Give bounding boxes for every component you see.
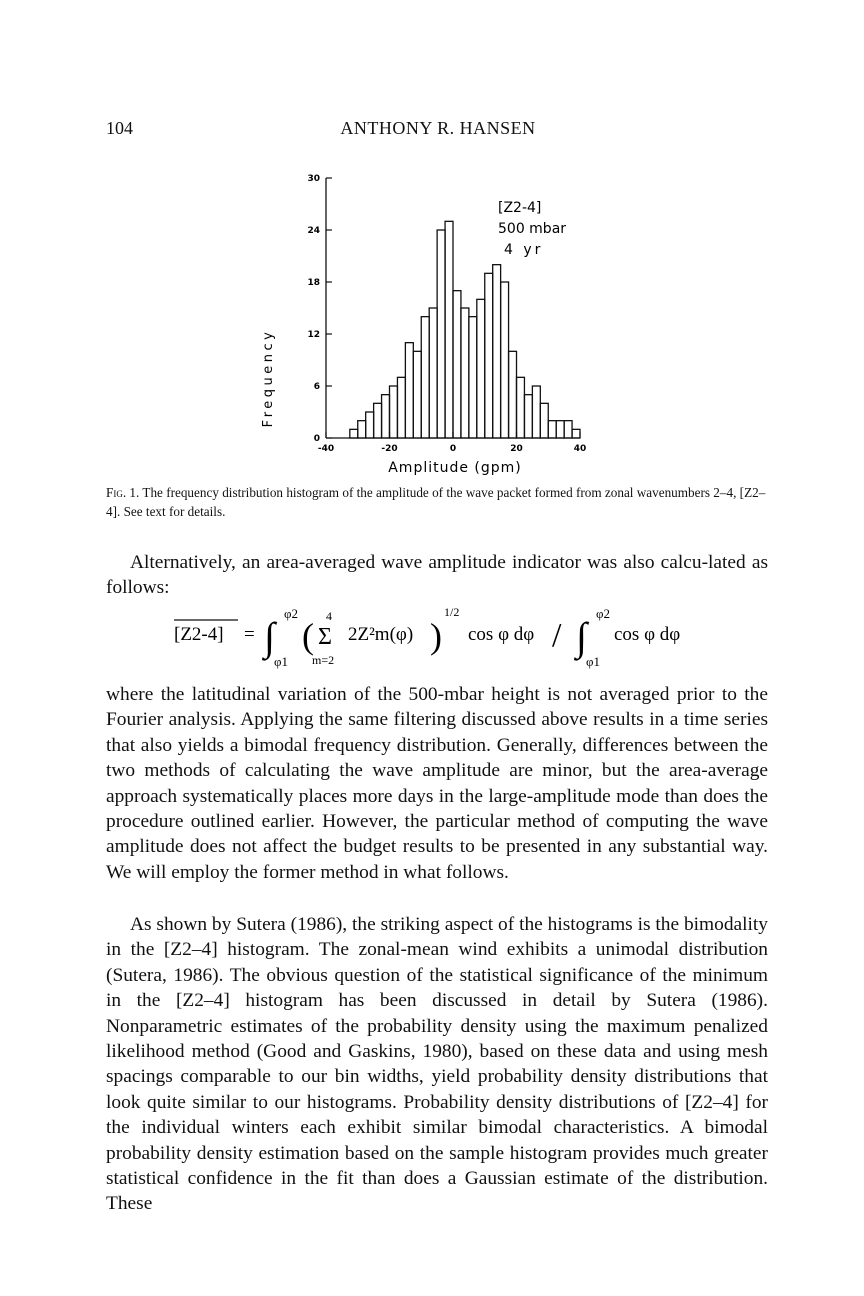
legend-line-3: 4 yr xyxy=(504,242,544,258)
right-paren: ) xyxy=(430,616,442,656)
integral-sign-2: ∫ xyxy=(576,614,587,659)
eq-upper-limit-2: φ2 xyxy=(596,606,611,621)
histogram-bar xyxy=(509,351,517,438)
equation xyxy=(106,598,770,674)
y-tick-label: 24 xyxy=(307,226,320,236)
caption-label: Fig. 1. xyxy=(106,485,140,500)
x-tick-label: 20 xyxy=(510,444,523,454)
eq-cos-2: cos φ dφ xyxy=(614,624,681,645)
chart-bars xyxy=(350,221,580,438)
histogram-bar xyxy=(413,351,421,438)
eq-equals: = xyxy=(244,624,255,645)
integral-sign-1: ∫ xyxy=(264,614,275,659)
histogram-bar xyxy=(429,308,437,438)
eq-sum-sign: Σ xyxy=(318,624,332,650)
y-tick-label: 12 xyxy=(307,330,320,340)
eq-sum-top: 4 xyxy=(326,609,332,623)
histogram-bar xyxy=(517,377,525,438)
running-head: ANTHONY R. HANSEN xyxy=(340,118,536,138)
eq-slash: / xyxy=(552,617,562,654)
y-tick-label: 30 xyxy=(307,174,320,184)
histogram-bar xyxy=(437,230,445,438)
histogram-bar xyxy=(493,265,501,438)
histogram-bar xyxy=(421,317,429,438)
intro-paragraph xyxy=(106,550,768,601)
histogram-bar xyxy=(382,395,390,438)
histogram-bar xyxy=(397,377,405,438)
histogram-bar xyxy=(556,421,564,438)
body-paragraph-1 xyxy=(106,682,768,885)
histogram-figure xyxy=(240,160,620,480)
histogram-bar xyxy=(532,386,540,438)
histogram-bar xyxy=(453,291,461,438)
histogram-bar xyxy=(350,429,358,438)
histogram-bar xyxy=(366,412,374,438)
page-header xyxy=(106,118,770,142)
histogram-bar xyxy=(461,308,469,438)
histogram-bar xyxy=(445,221,453,438)
figure-caption xyxy=(106,483,770,521)
chart-xlabel: Amplitude (gpm) xyxy=(388,460,522,476)
eq-upper-limit-1: φ2 xyxy=(284,606,299,621)
eq-lhs: [Z2-4] xyxy=(174,624,224,645)
paragraph-1-text: where the latitudinal variation of the 500-mbar height is not averaged prior to the Fourier analysis. Applying the same filtering discussed above results in a time series that also yields a bimodal frequency distribution. Generally, differences between the two methods of calculating the wave amplitude are minor, but the area-average approach systematically places more days in the large-amplitude mode than does the procedure outlined earlier. However, the particular method of computing the wave amplitude does not affect the budget results to be presented in any substantial way. We will employ the former method in what follows. xyxy=(106,684,768,883)
histogram-bar xyxy=(374,403,382,438)
eq-power: 1/2 xyxy=(444,605,460,619)
y-tick-label: 18 xyxy=(307,278,320,288)
eq-term: 2Z²m(φ) xyxy=(348,624,414,645)
eq-sum-bottom: m=2 xyxy=(312,653,335,667)
x-tick-label: 40 xyxy=(573,444,587,454)
x-tick-label: -20 xyxy=(381,444,398,454)
intro-text: Alternatively, an area-averaged wave amplitude indicator was also calcu-lated as follows: xyxy=(106,552,768,599)
paragraph-2-text: As shown by Sutera (1986), the striking aspect of the histograms is the bimodality in the [Z2–4] histogram. The zonal-mean wind exhibits a unimodal distribution (Sutera, 1986). The obvious question of the statistical significance of the minimum in the [Z2–4] histogram has been discussed in detail by Sutera (1986). Nonparametric estimates of the probability density using the maximum penalized likelihood method (Good and Gaskins, 1980), based on these data and using mesh spacings comparable to our bin widths, yield probability density distributions that look quite similar to our histograms. Probability density distributions of [Z2–4] for the individual winters each exhibit similar bimodal characteristics. A bimodal probability density estimation based on the sample histogram provides much greater statistical confidence in the fit than does a Gaussian estimate of the distribution. These xyxy=(106,914,768,1215)
histogram-bar xyxy=(390,386,398,438)
histogram-bar xyxy=(548,421,556,438)
left-paren: ( xyxy=(302,616,314,656)
y-tick-label: 0 xyxy=(313,434,320,444)
body-paragraph-2 xyxy=(106,912,768,1217)
legend-line-2: 500 mbar xyxy=(498,221,567,237)
histogram-bar xyxy=(540,403,548,438)
eq-lower-limit-1: φ1 xyxy=(274,654,289,669)
y-tick-label: 6 xyxy=(313,382,320,392)
histogram-bar xyxy=(524,395,532,438)
histogram-bar xyxy=(572,429,580,438)
x-tick-label: -40 xyxy=(317,444,335,454)
chart-ticks xyxy=(307,174,586,454)
histogram-bar xyxy=(477,299,485,438)
histogram-bar xyxy=(358,421,366,438)
legend-line-1: [Z2-4] xyxy=(498,200,542,216)
caption-text: The frequency distribution histogram of the amplitude of the wave packet formed from zonal wavenumbers 2–4, [Z2–4]. See text for details. xyxy=(106,485,766,519)
histogram-bar xyxy=(564,421,572,438)
page-number: 104 xyxy=(106,118,133,138)
eq-lower-limit-2: φ1 xyxy=(586,654,601,669)
histogram-bar xyxy=(405,343,413,438)
x-tick-label: 0 xyxy=(449,444,457,454)
histogram-bar xyxy=(485,273,493,438)
histogram-bar xyxy=(469,317,477,438)
histogram-bar xyxy=(501,282,509,438)
eq-cos-1: cos φ dφ xyxy=(468,624,535,645)
chart-ylabel: Frequency xyxy=(261,328,276,428)
